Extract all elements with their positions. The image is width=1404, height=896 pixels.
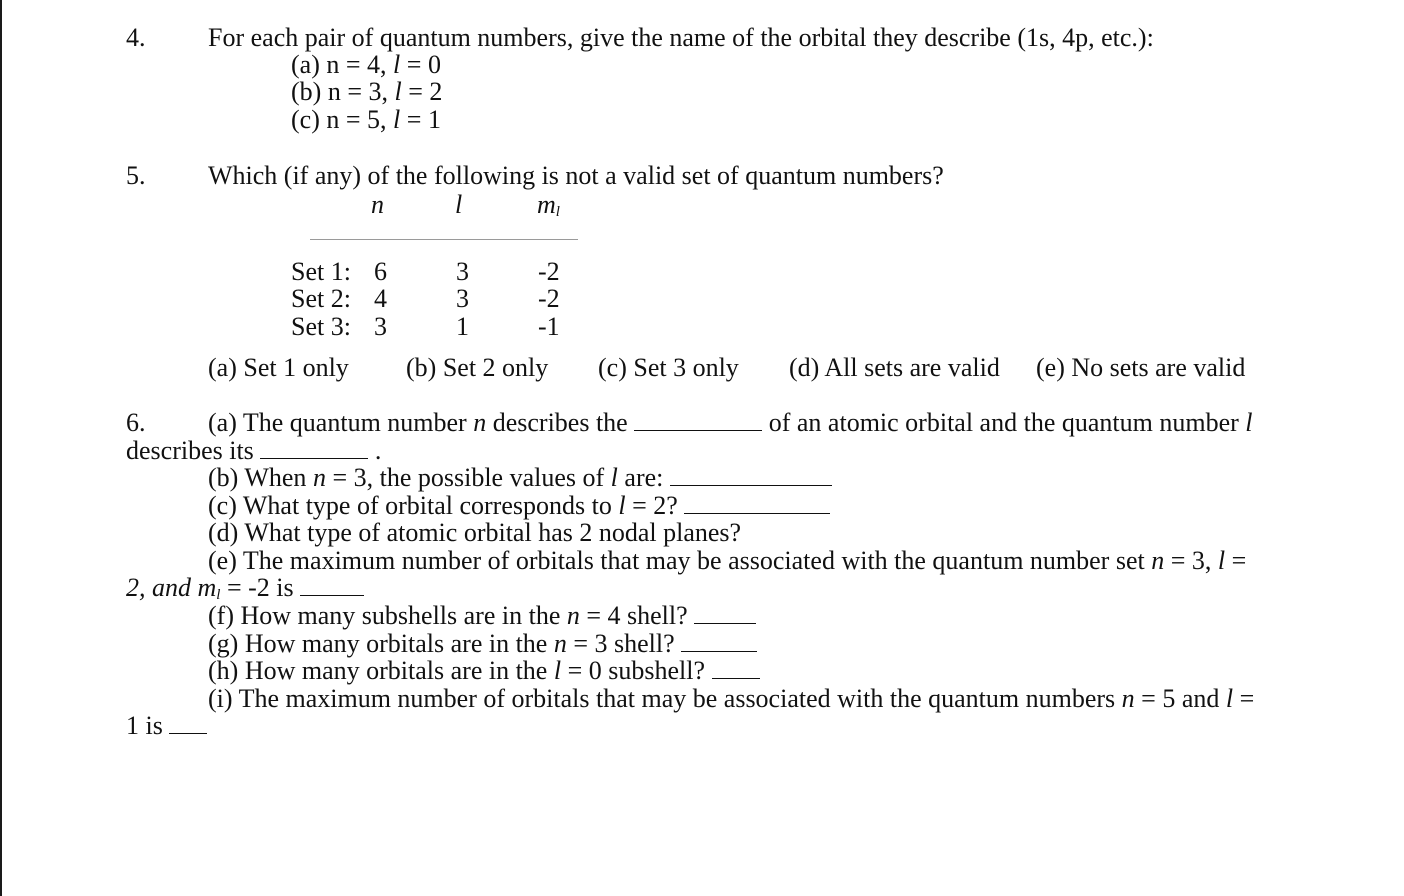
choice-a: (a) Set 1 only: [208, 353, 349, 382]
page-left-edge: [0, 0, 2, 896]
answer-blank[interactable]: [300, 595, 364, 596]
set-l: 3: [456, 284, 469, 313]
question-number: 6.: [126, 408, 146, 437]
answer-blank[interactable]: [681, 651, 757, 652]
question-part-i: (i) The maximum number of orbitals that may be associated with the quantum numbers n = 5 and l =: [208, 684, 1255, 713]
set-ml: -2: [538, 257, 560, 286]
answer-blank[interactable]: [670, 485, 832, 486]
question-part-e-continued: 2, and $m_l = -2$ is: [126, 574, 364, 609]
question-part-b: (b) When n = 3, the possible values of l are:: [208, 464, 832, 492]
answer-blank[interactable]: [634, 430, 762, 431]
question-part-g: (g) How many orbitals are in the n = 3 shell?: [208, 630, 757, 658]
table-divider: [310, 239, 578, 240]
answer-blank[interactable]: [684, 513, 830, 514]
set-l: 3: [456, 257, 469, 286]
question-prompt: For each pair of quantum numbers, give the name of the orbital they describe (1s, 4p, etc.):: [208, 23, 1154, 52]
set-label: Set 3:: [291, 312, 351, 341]
header-l: l: [455, 190, 463, 219]
question-number: 5.: [126, 161, 146, 190]
question-prompt: Which (if any) of the following is not a valid set of quantum numbers?: [208, 161, 944, 190]
set-n: 6: [374, 257, 387, 286]
question-part-c: (c) What type of orbital corresponds to l = 2?: [208, 492, 830, 520]
set-label: Set 2:: [291, 284, 351, 313]
question-part-h: (h) How many orbitals are in the l = 0 subshell?: [208, 657, 760, 685]
set-n: 3: [374, 312, 387, 341]
answer-blank[interactable]: [694, 623, 756, 624]
question-part-b: (b) n = 3, l = 2: [291, 77, 443, 106]
question-part-d: (d) What type of atomic orbital has 2 nodal planes?: [208, 518, 742, 547]
question-part-a-continued: describes its .: [126, 436, 382, 465]
choice-c: (c) Set 3 only: [598, 353, 739, 382]
question-part-a: (a) The quantum number n describes the of an atomic orbital and the quantum number l: [208, 408, 1253, 437]
choice-d: (d) All sets are valid: [789, 353, 1000, 382]
choice-b: (b) Set 2 only: [406, 353, 549, 382]
question-part-f: (f) How many subshells are in the n = 4 shell?: [208, 602, 756, 630]
answer-blank[interactable]: [712, 678, 760, 679]
question-part-i-continued: 1 is: [126, 712, 207, 740]
set-l: 1: [456, 312, 469, 341]
question-number: 4.: [126, 23, 146, 52]
set-ml: -1: [538, 312, 560, 341]
question-part-c: (c) n = 5, l = 1: [291, 105, 441, 134]
set-label: Set 1:: [291, 257, 351, 286]
answer-blank[interactable]: [169, 733, 207, 734]
set-n: 4: [374, 284, 387, 313]
choice-e: (e) No sets are valid: [1036, 353, 1246, 382]
question-part-a: (a) n = 4, l = 0: [291, 50, 441, 79]
set-ml: -2: [538, 284, 560, 313]
header-ml: $m_l$: [537, 190, 560, 220]
question-part-e: (e) The maximum number of orbitals that may be associated with the quantum number set n = 3, l =: [208, 546, 1247, 575]
answer-blank[interactable]: [260, 458, 368, 459]
header-n: n: [371, 190, 384, 219]
